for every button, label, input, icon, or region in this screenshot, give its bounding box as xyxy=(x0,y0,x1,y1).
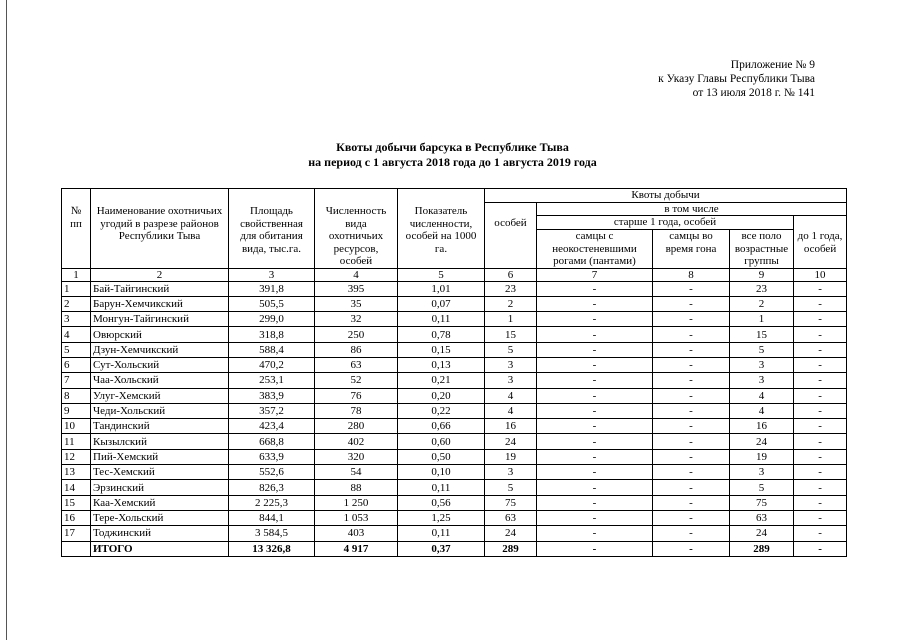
cell-males-antlers: - xyxy=(537,281,653,296)
cell-area: 253,1 xyxy=(229,373,315,388)
cell-males-antlers: - xyxy=(537,373,653,388)
cell-males-rut: - xyxy=(653,449,730,464)
cell-males-antlers: - xyxy=(537,296,653,311)
cell-males-antlers: - xyxy=(537,434,653,449)
cell-all-ages: 4 xyxy=(730,388,794,403)
table-row xyxy=(62,281,847,296)
cell-under1: - xyxy=(794,373,847,388)
cell-area: 318,8 xyxy=(229,327,315,342)
cell-males-rut: - xyxy=(653,419,730,434)
cell-under1: - xyxy=(794,388,847,403)
cell-area: 844,1 xyxy=(229,510,315,525)
cell-name: Барун-Хемчикский xyxy=(91,296,229,311)
cell-population: 63 xyxy=(315,357,398,372)
cell-all-ages: 289 xyxy=(730,541,794,556)
cell-num: 5 xyxy=(62,342,91,357)
cell-num xyxy=(62,541,91,556)
cell-index: 0,56 xyxy=(398,495,485,510)
cell-total: 4 xyxy=(485,403,537,418)
cell-males-antlers: - xyxy=(537,541,653,556)
table-row xyxy=(62,449,847,464)
header-total: особей xyxy=(485,202,537,268)
cell-area: 470,2 xyxy=(229,357,315,372)
cell-under1: - xyxy=(794,357,847,372)
cell-males-rut: - xyxy=(653,342,730,357)
cell-under1: - xyxy=(794,465,847,480)
cell-name: Тере-Хольский xyxy=(91,510,229,525)
table-row xyxy=(62,312,847,327)
cell-area: 357,2 xyxy=(229,403,315,418)
cell-all-ages: 75 xyxy=(730,495,794,510)
cell-total: 289 xyxy=(485,541,537,556)
cell-total: 15 xyxy=(485,327,537,342)
cell-population: 88 xyxy=(315,480,398,495)
cell-num: 2 xyxy=(62,296,91,311)
cell-all-ages: 3 xyxy=(730,357,794,372)
cell-index: 1,25 xyxy=(398,510,485,525)
cell-area: 2 225,3 xyxy=(229,495,315,510)
cell-all-ages: 16 xyxy=(730,419,794,434)
cell-num: 10 xyxy=(62,419,91,434)
table-row xyxy=(62,403,847,418)
cell-name: Сут-Хольский xyxy=(91,357,229,372)
cell-total: 4 xyxy=(485,388,537,403)
cell-population: 403 xyxy=(315,526,398,541)
cell-total: 23 xyxy=(485,281,537,296)
cell-name: Тандинский xyxy=(91,419,229,434)
cell-num: 14 xyxy=(62,480,91,495)
cell-males-rut: - xyxy=(653,510,730,525)
cell-index: 0,07 xyxy=(398,296,485,311)
header-name: Наименование охотничьих угодий в разрезе районов Республики Тыва xyxy=(91,189,229,269)
cell-area: 299,0 xyxy=(229,312,315,327)
cell-all-ages: 23 xyxy=(730,281,794,296)
cell-num: 17 xyxy=(62,526,91,541)
cell-name: ИТОГО xyxy=(91,541,229,556)
cell-total: 19 xyxy=(485,449,537,464)
cell-num: 15 xyxy=(62,495,91,510)
cell-population: 54 xyxy=(315,465,398,480)
cell-under1: - xyxy=(794,449,847,464)
cell-population: 32 xyxy=(315,312,398,327)
table-row xyxy=(62,434,847,449)
cell-name: Бай-Тайгинский xyxy=(91,281,229,296)
cell-under1: - xyxy=(794,480,847,495)
cell-population: 395 xyxy=(315,281,398,296)
cell-total: 3 xyxy=(485,465,537,480)
cell-males-antlers: - xyxy=(537,510,653,525)
cell-under1: - xyxy=(794,419,847,434)
cell-index: 0,13 xyxy=(398,357,485,372)
cell-under1: - xyxy=(794,434,847,449)
cell-males-antlers: - xyxy=(537,465,653,480)
table-row xyxy=(62,465,847,480)
cell-population: 250 xyxy=(315,327,398,342)
cell-males-antlers: - xyxy=(537,312,653,327)
cell-index: 0,11 xyxy=(398,312,485,327)
cell-males-rut: - xyxy=(653,281,730,296)
cell-num: 11 xyxy=(62,434,91,449)
cell-total: 63 xyxy=(485,510,537,525)
cell-index: 0,60 xyxy=(398,434,485,449)
cell-total: 5 xyxy=(485,480,537,495)
cell-name: Улуг-Хемский xyxy=(91,388,229,403)
cell-index: 0,50 xyxy=(398,449,485,464)
cell-males-rut: - xyxy=(653,541,730,556)
table-row xyxy=(62,495,847,510)
cell-index: 0,11 xyxy=(398,526,485,541)
column-number-cell: 8 xyxy=(653,268,730,281)
column-number-row xyxy=(62,268,847,281)
cell-males-antlers: - xyxy=(537,342,653,357)
table-row xyxy=(62,342,847,357)
cell-num: 13 xyxy=(62,465,91,480)
cell-under1: - xyxy=(794,342,847,357)
cell-males-antlers: - xyxy=(537,327,653,342)
header-males-antlers: самцы с неокостеневшими рогами (пантами) xyxy=(537,230,653,269)
cell-population: 402 xyxy=(315,434,398,449)
cell-all-ages: 1 xyxy=(730,312,794,327)
cell-index: 0,10 xyxy=(398,465,485,480)
cell-population: 78 xyxy=(315,403,398,418)
header-index: Показатель численности, особей на 1000 га. xyxy=(398,189,485,269)
cell-index: 0,78 xyxy=(398,327,485,342)
cell-males-rut: - xyxy=(653,526,730,541)
cell-num: 8 xyxy=(62,388,91,403)
cell-index: 0,15 xyxy=(398,342,485,357)
column-number-cell: 4 xyxy=(315,268,398,281)
column-number-cell: 6 xyxy=(485,268,537,281)
cell-total: 16 xyxy=(485,419,537,434)
header-incl: в том числе xyxy=(537,202,847,216)
appendix-line-2: к Указу Главы Республики Тыва xyxy=(658,73,815,85)
cell-under1: - xyxy=(794,296,847,311)
cell-num: 7 xyxy=(62,373,91,388)
cell-area: 391,8 xyxy=(229,281,315,296)
cell-all-ages: 3 xyxy=(730,373,794,388)
cell-population: 320 xyxy=(315,449,398,464)
table-row xyxy=(62,388,847,403)
header-all-ages: все поло возрастные группы xyxy=(730,230,794,269)
cell-num: 9 xyxy=(62,403,91,418)
cell-under1: - xyxy=(794,541,847,556)
column-number-cell: 2 xyxy=(91,268,229,281)
quota-table xyxy=(61,188,847,557)
cell-males-rut: - xyxy=(653,373,730,388)
title-line-1: Квоты добычи барсука в Республике Тыва xyxy=(336,140,569,154)
cell-all-ages: 63 xyxy=(730,510,794,525)
cell-num: 4 xyxy=(62,327,91,342)
cell-males-rut: - xyxy=(653,388,730,403)
column-number-cell: 3 xyxy=(229,268,315,281)
cell-males-antlers: - xyxy=(537,403,653,418)
table-row xyxy=(62,480,847,495)
column-number-cell: 1 xyxy=(62,268,91,281)
cell-index: 1,01 xyxy=(398,281,485,296)
header-older: старше 1 года, особей xyxy=(537,216,794,230)
cell-males-antlers: - xyxy=(537,388,653,403)
document-title xyxy=(0,140,905,170)
cell-population: 86 xyxy=(315,342,398,357)
cell-total: 5 xyxy=(485,342,537,357)
table-row xyxy=(62,526,847,541)
cell-under1: - xyxy=(794,526,847,541)
cell-males-rut: - xyxy=(653,312,730,327)
cell-under1: - xyxy=(794,510,847,525)
cell-total: 3 xyxy=(485,357,537,372)
table-body xyxy=(62,281,847,556)
cell-males-rut: - xyxy=(653,434,730,449)
cell-total: 1 xyxy=(485,312,537,327)
appendix-header xyxy=(658,58,815,100)
table-row xyxy=(62,419,847,434)
cell-num: 6 xyxy=(62,357,91,372)
cell-total: 75 xyxy=(485,495,537,510)
cell-all-ages: 24 xyxy=(730,526,794,541)
cell-under1: - xyxy=(794,403,847,418)
total-row xyxy=(62,541,847,556)
cell-area: 3 584,5 xyxy=(229,526,315,541)
cell-name: Чаа-Хольский xyxy=(91,373,229,388)
cell-num: 12 xyxy=(62,449,91,464)
cell-area: 826,3 xyxy=(229,480,315,495)
cell-name: Овюрский xyxy=(91,327,229,342)
cell-index: 0,21 xyxy=(398,373,485,388)
cell-area: 588,4 xyxy=(229,342,315,357)
cell-total: 2 xyxy=(485,296,537,311)
cell-males-antlers: - xyxy=(537,480,653,495)
cell-area: 633,9 xyxy=(229,449,315,464)
cell-all-ages: 5 xyxy=(730,342,794,357)
table-row xyxy=(62,296,847,311)
cell-name: Тес-Хемский xyxy=(91,465,229,480)
cell-index: 0,22 xyxy=(398,403,485,418)
cell-index: 0,20 xyxy=(398,388,485,403)
cell-total: 3 xyxy=(485,373,537,388)
header-quota-group: Квоты добычи xyxy=(485,189,847,203)
table-row xyxy=(62,327,847,342)
header-num: № пп xyxy=(62,189,91,269)
cell-area: 552,6 xyxy=(229,465,315,480)
table-row xyxy=(62,357,847,372)
cell-area: 383,9 xyxy=(229,388,315,403)
cell-name: Каа-Хемский xyxy=(91,495,229,510)
cell-males-rut: - xyxy=(653,495,730,510)
cell-area: 13 326,8 xyxy=(229,541,315,556)
table-row xyxy=(62,510,847,525)
appendix-line-3: от 13 июля 2018 г. № 141 xyxy=(692,87,815,99)
cell-area: 423,4 xyxy=(229,419,315,434)
cell-males-rut: - xyxy=(653,465,730,480)
cell-all-ages: 5 xyxy=(730,480,794,495)
cell-num: 1 xyxy=(62,281,91,296)
cell-name: Кызылский xyxy=(91,434,229,449)
cell-num: 3 xyxy=(62,312,91,327)
cell-total: 24 xyxy=(485,434,537,449)
cell-name: Пий-Хемский xyxy=(91,449,229,464)
header-males-rut: самцы во время гона xyxy=(653,230,730,269)
cell-area: 505,5 xyxy=(229,296,315,311)
cell-males-rut: - xyxy=(653,357,730,372)
cell-under1: - xyxy=(794,312,847,327)
cell-population: 52 xyxy=(315,373,398,388)
cell-all-ages: 4 xyxy=(730,403,794,418)
cell-num: 16 xyxy=(62,510,91,525)
column-number-cell: 5 xyxy=(398,268,485,281)
cell-males-antlers: - xyxy=(537,357,653,372)
table-row xyxy=(62,373,847,388)
cell-name: Дзун-Хемчикский xyxy=(91,342,229,357)
cell-index: 0,66 xyxy=(398,419,485,434)
cell-males-rut: - xyxy=(653,296,730,311)
cell-name: Чеди-Хольский xyxy=(91,403,229,418)
scan-edge-line xyxy=(6,0,7,640)
cell-males-antlers: - xyxy=(537,419,653,434)
cell-area: 668,8 xyxy=(229,434,315,449)
cell-males-antlers: - xyxy=(537,526,653,541)
cell-name: Монгун-Тайгинский xyxy=(91,312,229,327)
column-number-cell: 10 xyxy=(794,268,847,281)
cell-population: 35 xyxy=(315,296,398,311)
cell-all-ages: 2 xyxy=(730,296,794,311)
cell-under1: - xyxy=(794,495,847,510)
header-area: Площадь свойственная для обитания вида, тыс.га. xyxy=(229,189,315,269)
header-under1: до 1 года, особей xyxy=(794,216,847,268)
column-number-cell: 9 xyxy=(730,268,794,281)
column-number-cell: 7 xyxy=(537,268,653,281)
cell-under1: - xyxy=(794,281,847,296)
cell-index: 0,11 xyxy=(398,480,485,495)
cell-index: 0,37 xyxy=(398,541,485,556)
cell-population: 1 053 xyxy=(315,510,398,525)
cell-total: 24 xyxy=(485,526,537,541)
cell-males-rut: - xyxy=(653,403,730,418)
cell-population: 1 250 xyxy=(315,495,398,510)
cell-all-ages: 3 xyxy=(730,465,794,480)
cell-all-ages: 15 xyxy=(730,327,794,342)
cell-males-antlers: - xyxy=(537,495,653,510)
cell-under1: - xyxy=(794,327,847,342)
cell-name: Эрзинский xyxy=(91,480,229,495)
cell-all-ages: 19 xyxy=(730,449,794,464)
cell-males-rut: - xyxy=(653,327,730,342)
title-line-2: на период с 1 августа 2018 года до 1 августа 2019 года xyxy=(308,155,597,169)
header-population: Численность вида охотничьих ресурсов, особей xyxy=(315,189,398,269)
cell-population: 4 917 xyxy=(315,541,398,556)
cell-all-ages: 24 xyxy=(730,434,794,449)
cell-name: Тоджинский xyxy=(91,526,229,541)
cell-population: 280 xyxy=(315,419,398,434)
appendix-line-1: Приложение № 9 xyxy=(730,59,815,71)
cell-males-rut: - xyxy=(653,480,730,495)
cell-population: 76 xyxy=(315,388,398,403)
cell-males-antlers: - xyxy=(537,449,653,464)
